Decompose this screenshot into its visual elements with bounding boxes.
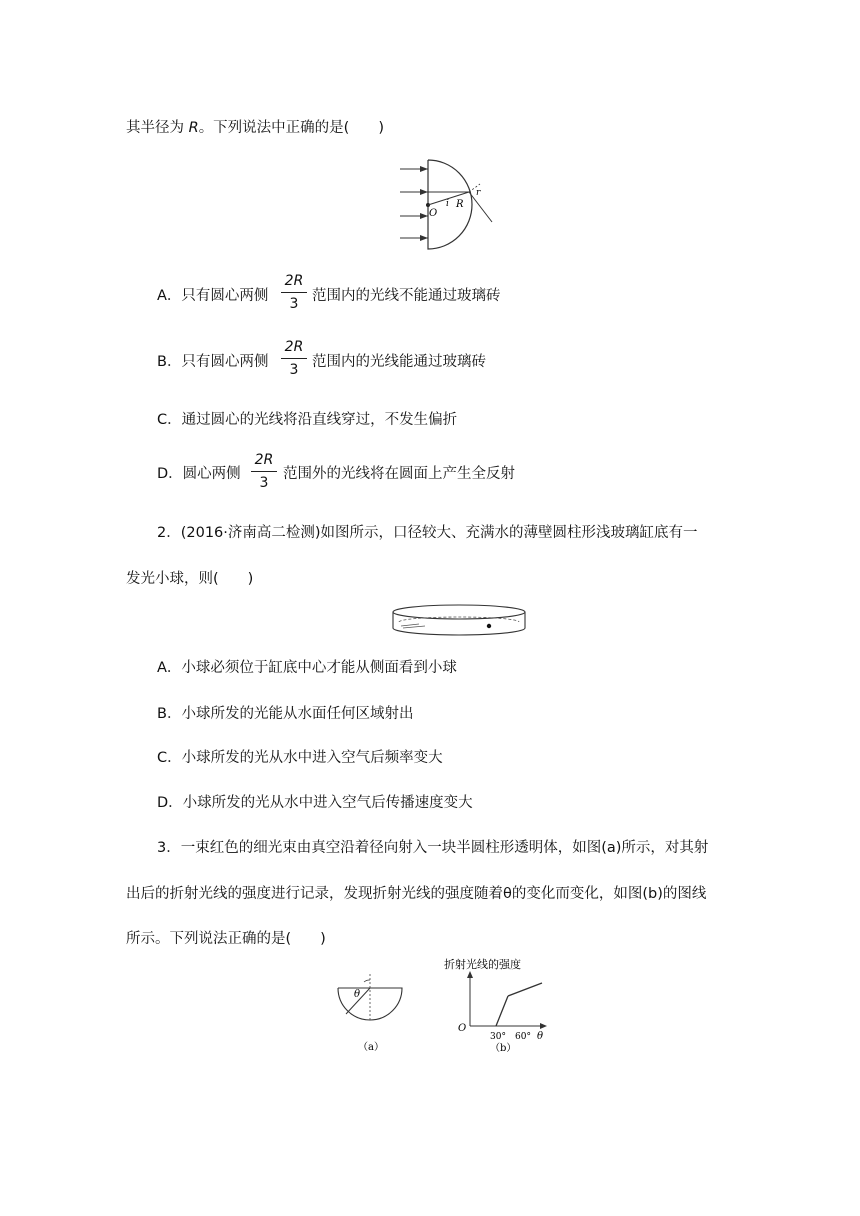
fig-b-tick-60: 60° — [515, 1032, 531, 1042]
q1-option-d-suffix-text: 范围外的光线将在圆面上产生全反射 — [283, 466, 515, 482]
q1-option-a — [157, 286, 268, 306]
fig-b-origin: O — [458, 1023, 467, 1034]
fraction-den: 3 — [289, 296, 299, 312]
intro-var-r: R — [188, 120, 199, 136]
fraction-den: 3 — [259, 475, 269, 491]
q1-fraction-a — [281, 272, 307, 313]
q2-stem-line-1: 2．(2016·济南高二检测)如图所示，口径较大、充满水的薄壁圆柱形浅玻璃缸底有一 — [157, 525, 698, 541]
q2-option-c: C．小球所发的光从水中进入空气后频率变大 — [157, 750, 443, 766]
fig1-label-o: O — [429, 208, 438, 219]
q2-option-a: A．小球必须位于缸底中心才能从侧面看到小球 — [157, 660, 457, 676]
q2-option-d: D．小球所发的光从水中进入空气后传播速度变大 — [157, 795, 473, 811]
fraction-bar — [251, 471, 277, 472]
fraction-bar — [281, 292, 307, 293]
q1-option-b-prefix: B．只有圆心两侧 — [157, 354, 269, 370]
q1-fraction-d — [251, 451, 277, 492]
q1-fraction-b — [281, 338, 307, 379]
q1-option-b — [157, 352, 268, 372]
fraction-bar — [281, 358, 307, 359]
q1-option-b-suffix — [312, 352, 486, 372]
q1-option-d-prefix: D．圆心两侧 — [157, 466, 241, 482]
q2-option-b: B．小球所发的光能从水面任何区域射出 — [157, 706, 414, 722]
fig-b-x-label: θ — [537, 1031, 544, 1042]
q3-stem-line-3: 所示。下列说法正确的是( ) — [126, 931, 326, 947]
q2-stem-line-2: 发光小球，则( ) — [126, 571, 254, 587]
fig1-label-r-small: r — [476, 188, 481, 198]
figure-glass-tank — [391, 603, 531, 641]
q1-option-c — [157, 410, 457, 430]
q1-option-b-suffix-text: 范围内的光线能通过玻璃砖 — [312, 354, 486, 370]
figure-semicircle-a — [334, 960, 414, 1060]
fig-b-y-title: 折射光线的强度 — [444, 958, 521, 971]
figure-glass-brick — [396, 158, 516, 253]
q1-option-d — [157, 464, 241, 484]
q3-stem-line-2: 出后的折射光线的强度进行记录，发现折射光线的强度随着θ的变化而变化，如图(b)的图线 — [126, 886, 707, 902]
fig-b-label: （b） — [490, 1043, 517, 1054]
fig1-label-r-big: R — [456, 199, 464, 210]
q1-option-d-suffix — [283, 464, 515, 484]
fig1-label-i: i — [446, 199, 449, 209]
fig-a-theta: θ — [354, 989, 361, 1000]
fig-a-label: （a） — [358, 1042, 384, 1053]
intro-prefix: 其半径为 — [126, 120, 189, 136]
intro-line — [126, 118, 384, 138]
q3-stem-line-1-text: 3．一束红色的细光束由真空沿着径向射入一块半圆柱形透明体，如图(a)所示，对其射 — [157, 840, 709, 856]
figure-intensity-graph-b — [444, 956, 580, 1056]
fraction-num: 2R — [284, 273, 304, 289]
q1-option-a-suffix — [312, 286, 501, 306]
q1-option-a-suffix-text: 范围内的光线不能通过玻璃砖 — [312, 288, 501, 304]
intro-suffix: 。下列说法中正确的是( ) — [198, 120, 385, 136]
fraction-den: 3 — [289, 362, 299, 378]
fig-b-tick-30: 30° — [490, 1032, 506, 1042]
q1-option-a-prefix: A．只有圆心两侧 — [157, 288, 269, 304]
fraction-num: 2R — [254, 452, 274, 468]
fraction-num: 2R — [284, 339, 304, 355]
q1-option-c-text: C．通过圆心的光线将沿直线穿过，不发生偏折 — [157, 412, 458, 428]
q3-stem-line-1 — [157, 838, 708, 858]
